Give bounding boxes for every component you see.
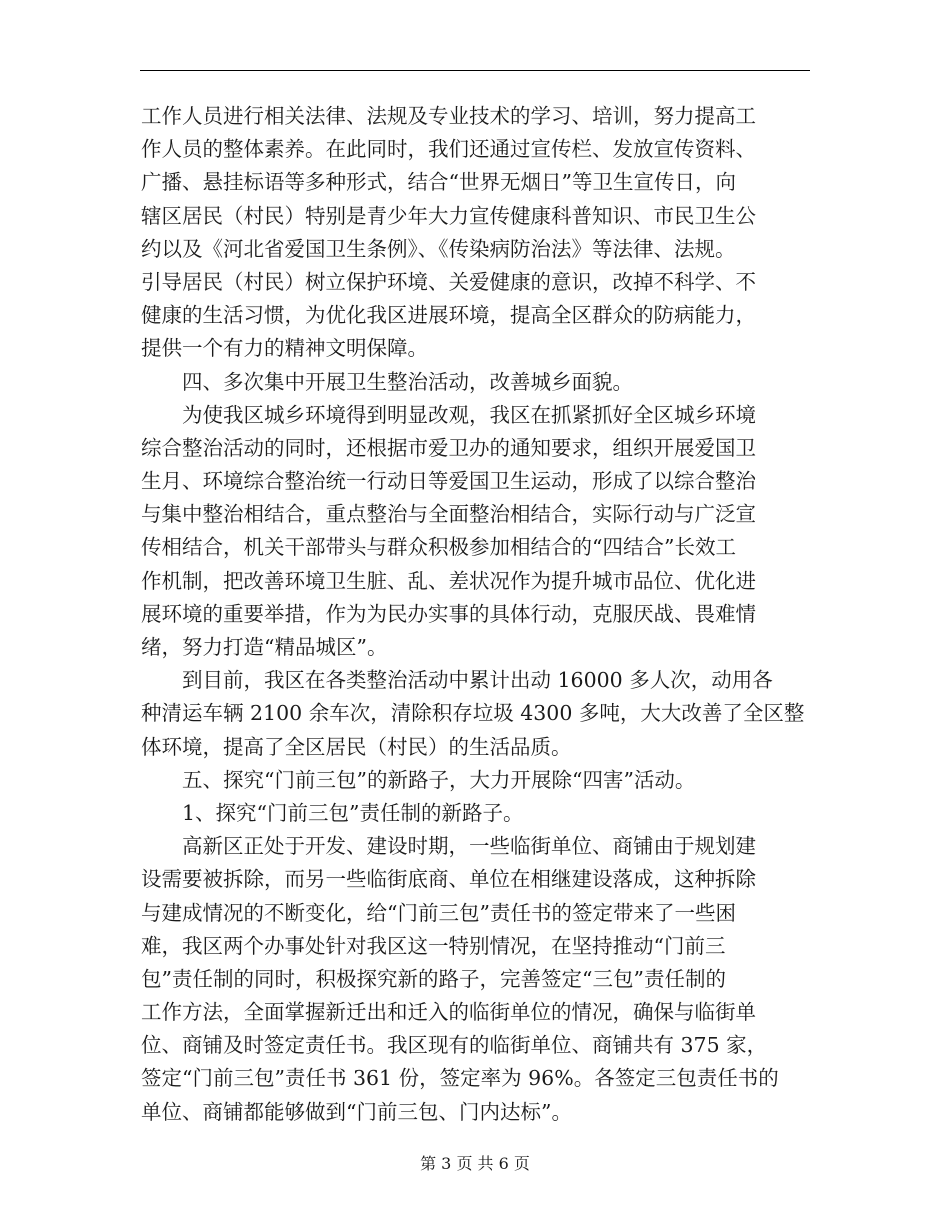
text-line: 设需要被拆除，而另一些临街底商、单位在相继建设落成，这种拆除 bbox=[141, 867, 756, 892]
document-body bbox=[141, 100, 817, 1129]
text-line: 到目前，我区在各类整治活动中累计出动 16000 多人次，动用各 bbox=[182, 668, 773, 693]
text-line: 综合整治活动的同时，还根据市爱卫办的通知要求，组织开展爱国卫 bbox=[141, 435, 756, 460]
text-line: 引导居民（村民）树立保护环境、关爱健康的意识，改掉不科学、不 bbox=[141, 269, 756, 294]
text-line: 难，我区两个办事处针对我区这一特别情况，在坚持推动“门前三 bbox=[141, 933, 726, 958]
text-line: 体环境，提高了全区居民（村民）的生活品质。 bbox=[141, 734, 572, 759]
text-line: 与集中整治相结合，重点整治与全面整治相结合，实际行动与广泛宣 bbox=[141, 502, 756, 527]
text-line: 签定“门前三包”责任书 361 份，签定率为 96%。各签定三包责任书的 bbox=[141, 1066, 779, 1091]
text-line: 单位、商铺都能够做到“门前三包、门内达标”。 bbox=[141, 1099, 572, 1124]
text-line: 1、探究“门前三包”责任制的新路子。 bbox=[182, 800, 524, 825]
text-line: 高新区正处于开发、建设时期，一些临街单位、商铺由于规划建 bbox=[182, 834, 756, 859]
text-line: 提供一个有力的精神文明保障。 bbox=[141, 336, 428, 361]
text-line: 与建成情况的不断变化，给“门前三包”责任书的签定带来了一些困 bbox=[141, 900, 736, 925]
text-line: 广播、悬挂标语等多种形式，结合“世界无烟日”等卫生宣传日，向 bbox=[141, 170, 736, 195]
text-line: 工作人员进行相关法律、法规及专业技术的学习、培训，努力提高工 bbox=[141, 104, 756, 128]
text-line: 五、探究“门前三包”的新路子，大力开展除“四害”活动。 bbox=[182, 767, 696, 792]
text-line: 辖区居民（村民）特别是青少年大力宣传健康科普知识、市民卫生公 bbox=[141, 203, 756, 228]
text-line: 四、多次集中开展卫生整治活动，改善城乡面貌。 bbox=[182, 369, 633, 394]
text-line: 作机制，把改善环境卫生脏、乱、差状况作为提升城市品位、优化进 bbox=[141, 568, 756, 593]
text-line: 工作方法，全面掌握新迁出和迁入的临街单位的情况，确保与临街单 bbox=[141, 1000, 756, 1025]
text-line: 传相结合，机关干部带头与群众积极参加相结合的“四结合”长效工 bbox=[141, 535, 736, 560]
header-rule bbox=[140, 70, 810, 71]
text-line: 展环境的重要举措，作为为民办实事的具体行动，克服厌战、畏难情 bbox=[141, 601, 756, 626]
text-line: 健康的生活习惯，为优化我区进展环境，提高全区群众的防病能力， bbox=[141, 303, 756, 328]
page-number-footer: 第 3 页 共 6 页 bbox=[420, 1154, 530, 1173]
text-line: 绪，努力打造“精品城区”。 bbox=[141, 635, 388, 659]
text-line: 为使我区城乡环境得到明显改观，我区在抓紧抓好全区城乡环境 bbox=[182, 402, 756, 427]
text-line: 位、商铺及时签定责任书。我区现有的临街单位、商铺共有 375 家， bbox=[141, 1033, 768, 1058]
text-line: 种清运车辆 2100 余车次，清除积存垃圾 4300 多吨，大大改善了全区整 bbox=[141, 701, 805, 726]
text-line: 生月、环境综合整治统一行动日等爱国卫生运动，形成了以综合整治 bbox=[141, 469, 756, 494]
text-line: 作人员的整体素养。在此同时，我们还通过宣传栏、发放宣传资料、 bbox=[141, 137, 756, 162]
text-line: 约以及《河北省爱国卫生条例》、《传染病防治法》等法律、法规。 bbox=[141, 236, 736, 261]
text-line: 包”责任制的同时，积极探究新的路子，完善签定“三包”责任制的 bbox=[141, 966, 726, 991]
